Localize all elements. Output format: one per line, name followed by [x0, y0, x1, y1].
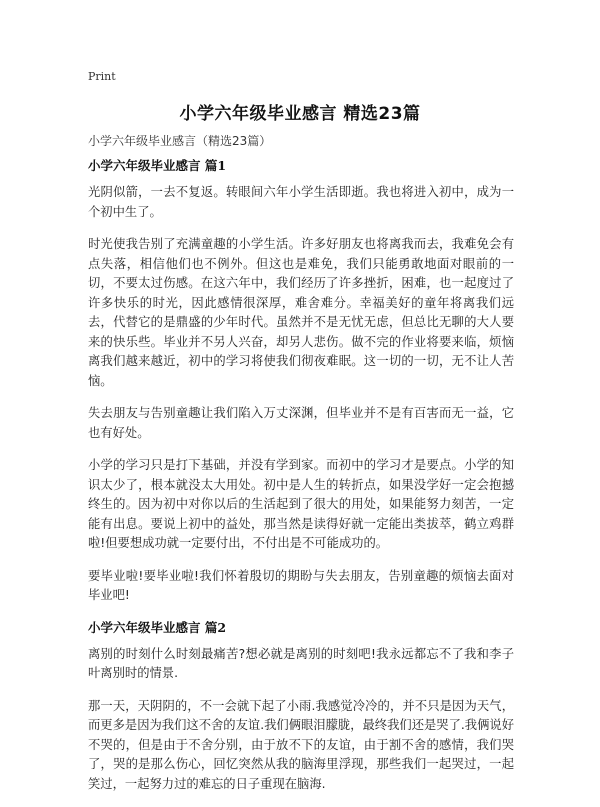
section-heading: 小学六年级毕业感言 篇1: [88, 158, 227, 173]
paragraph: 失去朋友与告别童趣让我们陷入万丈深渊，但毕业并不是有百害而无一益，它也有好处。: [88, 406, 514, 440]
document-subtitle: 小学六年级毕业感言（精选23篇）: [88, 134, 272, 148]
page-title: 小学六年级毕业感言 精选23篇: [179, 104, 421, 124]
paragraph: 小学的学习只是打下基础，并没有学到家。而初中的学习才是要点。小学的知识太少了，根本就没太大用处。初中是人生的转折点，如果没学好一定会抱撼终生的。因为初中对你以后的生活起到了很大的用处，如果能努力刻苦，一定能有出息。要说上初中的益处，那当然是读得好就一定能出类拔萃，鹤立鸡群啦!但要想成功就一定要付出，不付出是不可能成功的。: [88, 458, 514, 550]
paragraph: 时光使我告别了充满童趣的小学生活。许多好朋友也将离我而去，我难免会有点失落，相信他们也不例外。但这也是难免，我们只能勇敢地面对眼前的一切，不要太过伤感。在这六年中，我们经历了许多挫折，困难，也一起度过了许多快乐的时光，因此感情很深厚，难舍难分。幸福美好的童年将离我们远去，代替它的是鼎盛的少年时代。虽然并不是无忧无虑，但总比无聊的大人要来的快乐些。毕业并不另人兴奋，却另人悲伤。做不完的作业将要来临，烦恼离我们越来越近，初中的学习将使我们彻夜难眠。这一切的一切，无不让人苦恼。: [88, 237, 514, 388]
paragraph: 光阴似箭，一去不复返。转眼间六年小学生活即逝。我也将进入初中，成为一个初中生了。: [88, 185, 514, 219]
print-label[interactable]: Print: [88, 70, 116, 83]
paragraph: 离别的时刻什么时刻最痛苦?想必就是离别的时刻吧!我永远都忘不了我和李子叶离别时的情景.: [88, 646, 514, 680]
section-1: [88, 157, 514, 606]
document-body: [88, 157, 514, 807]
paragraph: 那一天，天阴阴的，不一会就下起了小雨.我感觉冷冷的，并不只是因为天气，而更多是因为我们这不舍的友谊.我们俩眼泪朦胧，最终我们还是哭了.我俩说好不哭的，但是由于不舍分别，由于放不下的友谊，由于割不舍的感情，我们哭了，哭的是那么伤心，回忆突然从我的脑海里浮现，那些我们一起哭过，一起笑过，一起努力过的难忘的日子重现在脑海.: [88, 698, 514, 791]
section-2: [88, 619, 514, 795]
paragraph: 要毕业啦!要毕业啦!我们怀着殷切的期盼与失去朋友，告别童趣的烦恼去面对毕业吧!: [88, 568, 514, 602]
section-heading: 小学六年级毕业感言 篇2: [88, 619, 227, 635]
